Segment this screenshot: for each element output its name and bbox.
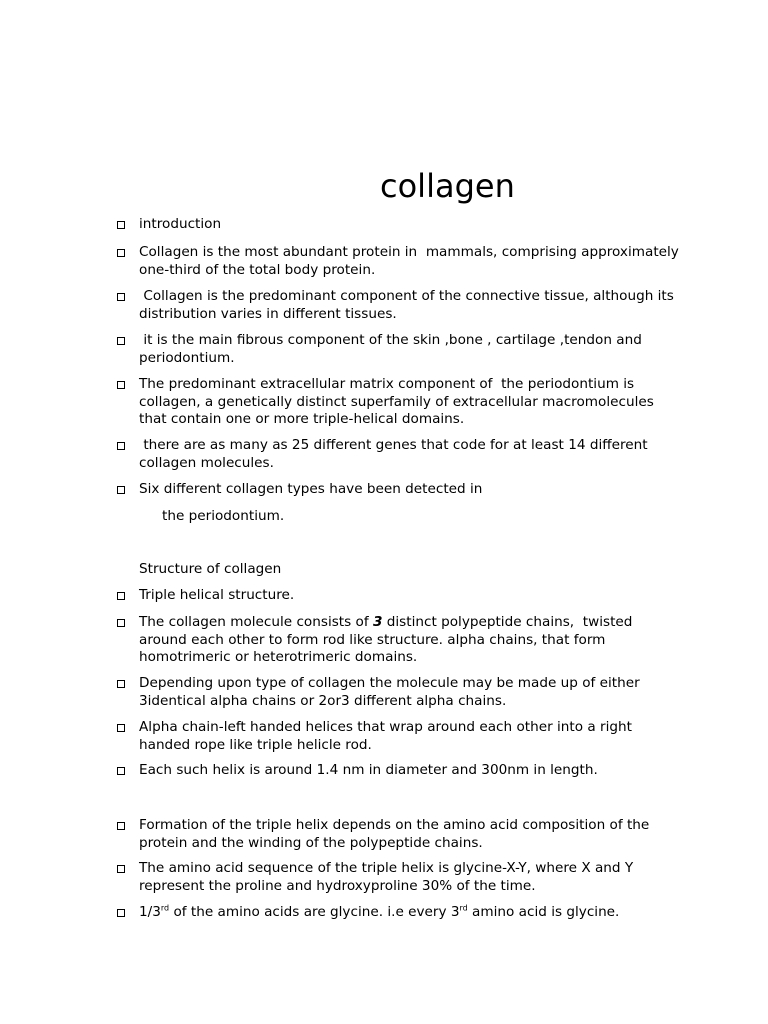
list-item-text: Collagen is the most abundant protein in mammals, comprising approximately one-third of the total body protein. [139, 244, 684, 278]
text-segment: amino acid is glycine. [467, 904, 620, 920]
list-item-continuation: the periodontium. [162, 508, 285, 524]
text-segment: distinct polypeptide chains, twisted around each other to form rod like structure. alpha chains, that form homotrimeric or heterotrimeric domains. [139, 614, 637, 665]
list-item-text: Formation of the triple helix depends on the amino acid composition of the protein and the winding of the polypeptide chains. [139, 817, 654, 851]
list-item-text: Triple helical structure. [139, 587, 295, 603]
document-title: collagen [380, 167, 515, 205]
checkbox-bullet-icon [117, 442, 125, 450]
list-item-text [139, 904, 684, 922]
list-item-text: Depending upon type of collagen the molecule may be made up of either 3identical alpha chains or 2or3 different alpha chains. [139, 675, 644, 709]
list-item-text: The amino acid sequence of the triple helix is glycine-X-Y, where X and Y represent the proline and hydroxyproline 30% of the time. [139, 860, 638, 894]
list-item-text: The predominant extracellular matrix component of the periodontium is collagen, a genetically distinct superfamily of extracellular macromolecules that contain one or more triple-helical domains. [139, 376, 659, 427]
text-segment: of the amino acids are glycine. i.e every 3 [169, 904, 460, 920]
checkbox-bullet-icon [117, 381, 125, 389]
checkbox-bullet-icon [117, 865, 125, 873]
text-segment: The collagen molecule consists of [139, 614, 373, 630]
superscript: rd [160, 903, 170, 913]
list-item-text: Each such helix is around 1.4 nm in diameter and 300nm in length. [139, 762, 598, 778]
superscript: rd [459, 903, 468, 913]
checkbox-bullet-icon [117, 909, 125, 917]
list-item-text: there are as many as 25 different genes that code for at least 14 different collagen molecules. [139, 437, 652, 471]
checkbox-bullet-icon [117, 337, 125, 345]
checkbox-bullet-icon [117, 680, 125, 688]
list-item-text: Alpha chain-left handed helices that wrap around each other into a right handed rope like triple helicle rod. [139, 719, 637, 753]
list-item-text: Six different collagen types have been detected in [139, 481, 483, 497]
list-item-text: it is the main fibrous component of the skin ,bone , cartilage ,tendon and periodontium. [139, 332, 647, 366]
checkbox-bullet-icon [117, 249, 125, 257]
checkbox-bullet-icon [117, 767, 125, 775]
list-item-text [139, 614, 684, 667]
checkbox-bullet-icon [117, 724, 125, 732]
text-segment: 1/3 [139, 904, 161, 920]
list-item-text: introduction [139, 216, 222, 232]
section-heading: Structure of collagen [139, 561, 282, 577]
checkbox-bullet-icon [117, 486, 125, 494]
checkbox-bullet-icon [117, 619, 125, 627]
emphasized-number: 3 [372, 614, 383, 630]
list-item-text: Collagen is the predominant component of the connective tissue, although its distribution varies in different tissues. [139, 288, 679, 322]
checkbox-bullet-icon [117, 592, 125, 600]
checkbox-bullet-icon [117, 822, 125, 830]
checkbox-bullet-icon [117, 293, 125, 301]
checkbox-bullet-icon [117, 221, 125, 229]
